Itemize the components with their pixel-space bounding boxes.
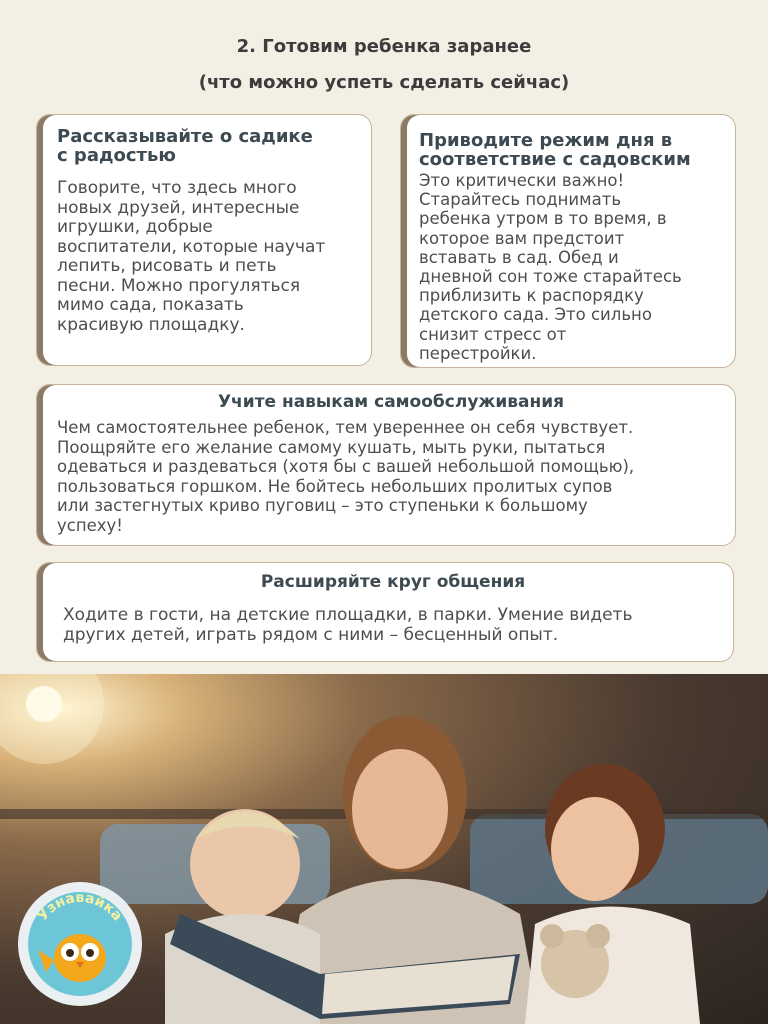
owl-icon	[16, 880, 144, 1008]
card-text	[63, 606, 723, 645]
card-text-line: песни. Можно прогуляться	[57, 275, 301, 296]
card-text-line: дневной сон тоже старайтесь	[419, 267, 682, 287]
card-title	[419, 131, 725, 169]
card-text	[419, 171, 725, 363]
card-title-line: Приводите режим дня в	[419, 130, 673, 151]
card-text-line: успеху!	[57, 515, 123, 535]
card-text-line: лепить, рисовать и петь	[57, 256, 277, 276]
card-text-line: игрушки, добрые	[57, 217, 213, 237]
card-text-line: детского сада. Это сильно	[419, 305, 652, 325]
card-text-line: приблизить к распорядку	[419, 286, 644, 306]
card-text-line: вставать в сад. Обед и	[419, 247, 619, 267]
card-text-line: Это критически важно!	[419, 171, 625, 190]
card-text-line: пользоваться горшком. Не бойтесь небольших пролитых супов	[57, 476, 613, 496]
card-text-line: Говорите, что здесь много	[57, 178, 297, 198]
card-title-line: Рассказывайте о садике	[57, 126, 313, 147]
card-text-line: Поощряйте его желание самому кушать, мыть руки, пытаться	[57, 437, 606, 457]
card-text-line: одеваться и раздеваться (хотя бы с вашей небольшой помощью),	[57, 457, 635, 476]
card-text-line: перестройки.	[419, 343, 537, 363]
tip-card-selfcare	[36, 384, 736, 546]
card-text-line: или застегнутых криво пуговиц – это ступеньки к большому	[57, 496, 588, 515]
card-title-line: соответствие с садовским	[419, 149, 691, 170]
tip-card-routine	[400, 114, 736, 368]
card-text-line: воспитатели, которые научат	[57, 236, 326, 257]
page-subtitle: (что можно успеть сделать сейчас)	[198, 72, 570, 93]
card-text	[57, 179, 357, 335]
card-text-line: мимо сада, показать	[57, 295, 244, 315]
tip-card-social	[36, 562, 734, 662]
page-title: 2. Готовим ребенка заранее	[236, 36, 532, 57]
card-text-line: ребенка утром в то время, в	[419, 209, 667, 229]
card-title-line: с радостью	[57, 145, 176, 166]
card-title: Учите навыкам самообслуживания	[217, 392, 565, 412]
card-text-line: Ходите в гости, на детские площадки, в парки. Умение видеть	[63, 605, 633, 625]
card-text-line: Чем самостоятельнее ребенок, тем увереннее он себя чувствует.	[57, 418, 634, 437]
card-text-line: новых друзей, интересные	[57, 197, 300, 218]
card-title	[57, 127, 357, 165]
uznavayka-logo	[16, 880, 144, 1008]
card-text-line: красивую площадку.	[57, 314, 245, 335]
tip-card-kindergarten	[36, 114, 372, 366]
logo-text: Узнавайка	[34, 889, 126, 925]
card-text-line: других детей, играть рядом с ними – бесценный опыт.	[63, 624, 559, 645]
card-text	[57, 418, 725, 535]
card-title: Расширяйте круг общения	[260, 572, 526, 592]
card-text-line: которое вам предстоит	[419, 228, 625, 248]
card-text-line: Старайтесь поднимать	[419, 190, 622, 210]
card-text-line: снизит стресс от	[419, 324, 567, 344]
